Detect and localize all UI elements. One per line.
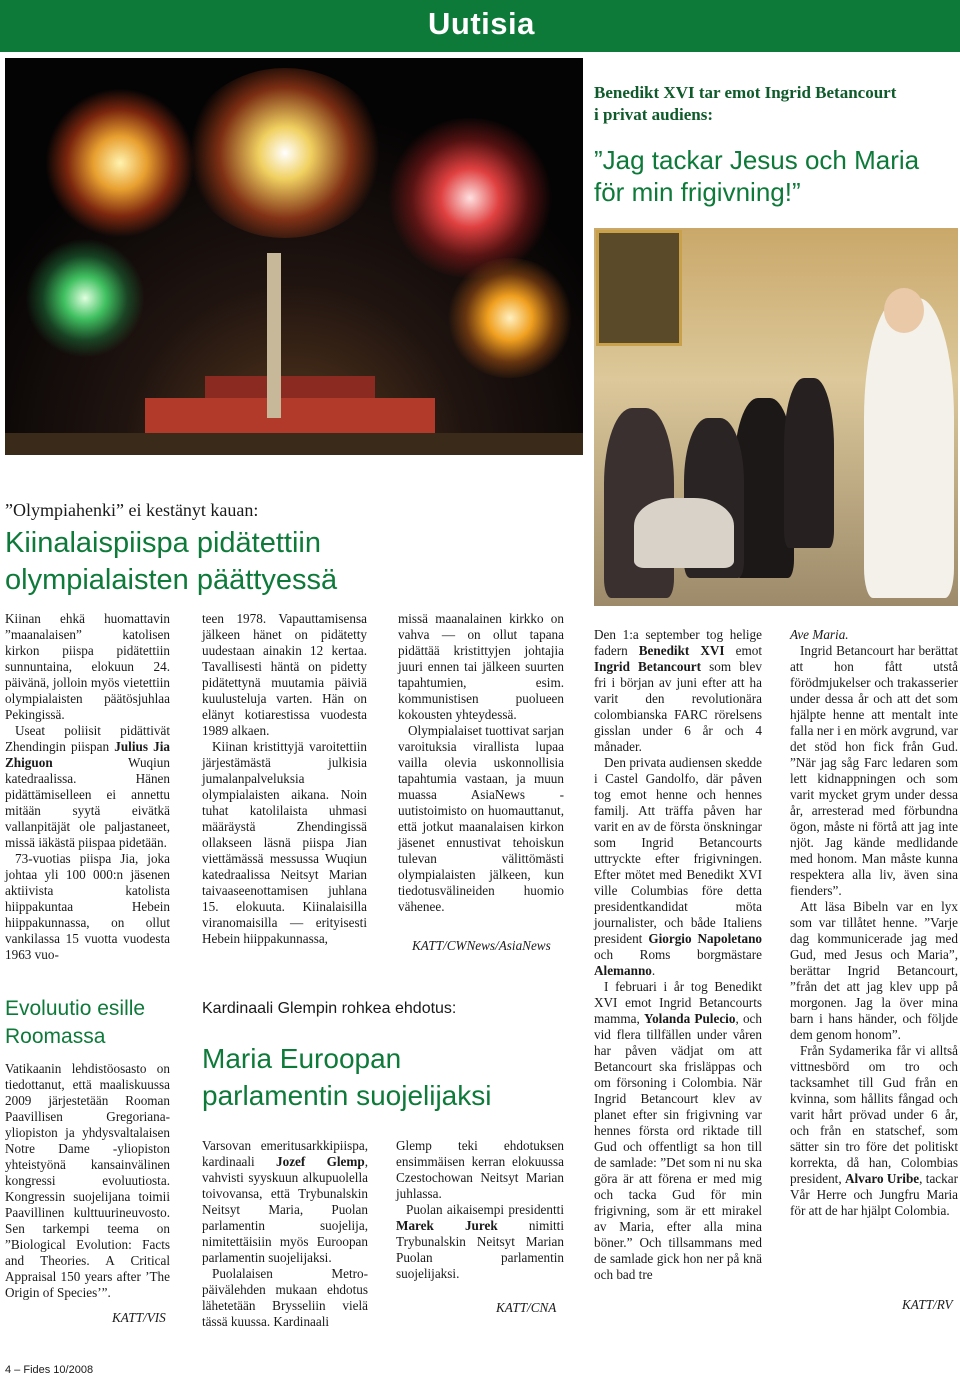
papal-audience-photo (594, 228, 958, 606)
fireworks-photo (5, 58, 583, 455)
article1-column-1: Kiinan ehkä huomattavin ”maanalaisen” katolisen kirkon piispa pidätettiin sunnuntaina, elokuun 24. päivänä, jolloin myös vietettiin olympialaisten päätösjuhlaa Pekingissä. Useat poliisit pidättivät Zhendingin piispan Julius Jia Zhiguon Wuqiun katedraalissa. Hänen pidättämiselleen ei annettu mitään syytä eivätkä vallanpitäjät ole paljastaneet, missä iäkästä piispaa pidetään. 73-vuotias piispa Jia, joka johtaa yli 100 000:n jäsenen aktiivista katolista hiippakuntaa Hebein hiippakunnassa, on ollut vankilassa 15 vuotta vuodesta 1963 vuo- (5, 611, 170, 962)
article4-headline: Maria Euroopan parlamentin suojelijaksi (202, 1043, 492, 1111)
article3-source: KATT/VIS (112, 1310, 166, 1325)
article4-source: KATT/CNA (496, 1300, 557, 1315)
article2-headline: ”Jag tackar Jesus och Maria för min frigivning!” (594, 145, 920, 207)
article1-kicker: ”Olympiahenki” ei kestänyt kauan: (5, 500, 259, 520)
article2-column-1: Den 1:a september tog helige fadern Benedikt XVI emot Ingrid Betancourt som blev fri i början av juni efter att ha varit den revolutionära colombianska FARC rörelsens gisslan under 6 år och 4 månader. Den privata audiensen skedde i Castel Gandolfo, där påven tog emot henne och hennes familj. Att träffa påven har varit en av de första önskningar som Ingrid Betancourts uttryckte efter frigivningen. Efter mötet med Benedikt XVI ville Columbias före detta presidentkandidat möta journalister, och både Italiens president Giorgio Napoletano och Roms borgmästare Alemanno. I februari i år tog Benedikt XVI emot Ingrid Betancourts mamma, Yolanda Pulecio, och vid flera tillfällen under våren har påven vädjat om att Betancourt ska frisläppas och om försoning i Colombia. När Ingrid Betancourt klev av planet efter sin frigivning var hennes första ord riktade till Gud och offentligt sa hon till de samlade: ”Det som ni nu ska göra är att förena er med mig och tacka Gud för min frigivning, som är ett mirakel av Maria, efter alla mina böner.” Och tillsammans med de samlade gick hon ner på knä och bad tre (594, 627, 763, 1282)
article1-source: KATT/CWNews/AsiaNews (412, 938, 551, 953)
page-footer: 4 – Fides 10/2008 (5, 1364, 94, 1376)
article2-column-2: Ave Maria. Ingrid Betancourt har berättat att hon fått utstå förödmjukelser och trakasserier under dessa år och att det som hjälpte henne att mentalt inte falla ner i en mörk avgrund, var det stöd hon fick från Gud. ”När jag såg Farc ledaren som lett kidnappningen och som varit mycket grym under dessa år, arresterad med förbundna ögon, måste ni förtå att jag inte njöt. Jag kände medlidande med honom. Man måste kunna respektera alla liv, även sina fienders”. Att läsa Bibeln var en lyx som var tillåtet henne. ”Varje dag kommunicerade jag med Gud, med Jesus och Maria”, berättar Ingrid Betancourt, ”från det att jag klev upp på morgonen. Jag la över mina barn i hans händer, och följde dem genom honom”. Från Sydamerika får vi alltså vittnesbörd om tro och tacksamhet till Gud från en kvinna, som hållits fångad och varit hårt prövad under 6 år, och från en statschef, som sätter sin tro före det politiskt korrekta, då han, Colombias president, Alvaro Uribe, tackar Vår Herre och Jungfru Maria för att de har hjälpt Colombia. (790, 627, 958, 1218)
article2-source: KATT/RV (902, 1297, 953, 1312)
article2-kicker: Benedikt XVI tar emot Ingrid Betancourt i privat audiens: (594, 83, 897, 124)
article4-column-1: Varsovan emeritusarkkipiispa, kardinaali Jozef Glemp, vahvisti syyskuun alkupuolella toivovansa, että Trybunalskin Neitsyt Maria, Puolan parlamentin suojelija, nimitettäisiin myös Euroopan parlamentin suojelijaksi. Puolalaisen Metro-päivälehden mukaan ehdotus lähetetään Brysseliin vielä tässä kuussa. Kardinaali (202, 1138, 368, 1329)
article3-body: Vatikaanin lehdistöosasto on tiedottanut, että maaliskuussa 2009 järjestetään Rooman Paavillisen Gregoriana-yliopiston ja yhdysvaltalaisen Notre Dame -yliopiston yhteistyönä kansainvälinen kongressi evoluutiosta. Kongressin suojelijana toimii Paavillinen kulttuurineuvosto. Sen tarkempi teema on ”Biological Evolution: Facts and Theories. A Critical Appraisal 150 years after ’The Origin of Species’”. (5, 1061, 170, 1300)
article3-headline: Evoluutio esille Roomassa (5, 997, 146, 1048)
article4-kicker: Kardinaali Glempin rohkea ehdotus: (202, 1000, 457, 1017)
article1-headline: Kiinalaispiispa pidätettiin olympialaisten päättyessä (5, 527, 338, 596)
article1-column-3: missä maanalainen kirkko on vahva — on ollut tapana pidättää kristittyjen johtajia juuri ennen tai jälkeen suurten tapahtumien, esim. kommunistisen puolueen kokousten yhteydessä. Olympialaiset tuottivat sarjan varoituksia virallista lupaa vailla olevia uskonnollisia tapahtumia vastaan, ja muun muassa AsiaNews -uutistoimisto on huomauttanut, että jotkut maanalaisen kirkon jäsenet ennustivat tehoiskun tulevan välittömästi olympialaisten jälkeen, kun tiedotusvälineiden huomio vähenee. (398, 611, 565, 914)
section-masthead (0, 0, 960, 52)
article4-column-2: Glemp teki ehdotuksen ensimmäisen kerran elokuussa Czestochowan Neitsyt Marian juhlassa. Puolan aikaisempi presidentti Marek Jurek nimitti Trybunalskin Neitsyt Marian Puolan parlamentin suojelijaksi. (396, 1138, 564, 1281)
section-title: Uutisia (428, 6, 535, 41)
article1-column-2: teen 1978. Vapauttamisensa jälkeen hänet on pidätetty uudestaan ainakin 12 kertaa. Tavallisesti häntä on pidetty pidätettynä muutamia päiviä kuulusteluja varten. Hän on elänyt kotiarestissa vuodesta 1989 alkaen. Kiinan kristittyjä varoitettiin järjestämästä julkisia jumalanpalveluksia olympialaisten aikana. Noin tuhat katolilaista uhmasi määräystä Zhendingissä ollakseen läsnä piispa Jian viettämässä messussa Wuqiun katedraalissa Neitsyt Marian taivaaseenottamisen juhlana 15. elokuuta. Kiinalaisilla viranomaisilla — erityisesti Hebein hiippakunnassa, (202, 611, 367, 946)
